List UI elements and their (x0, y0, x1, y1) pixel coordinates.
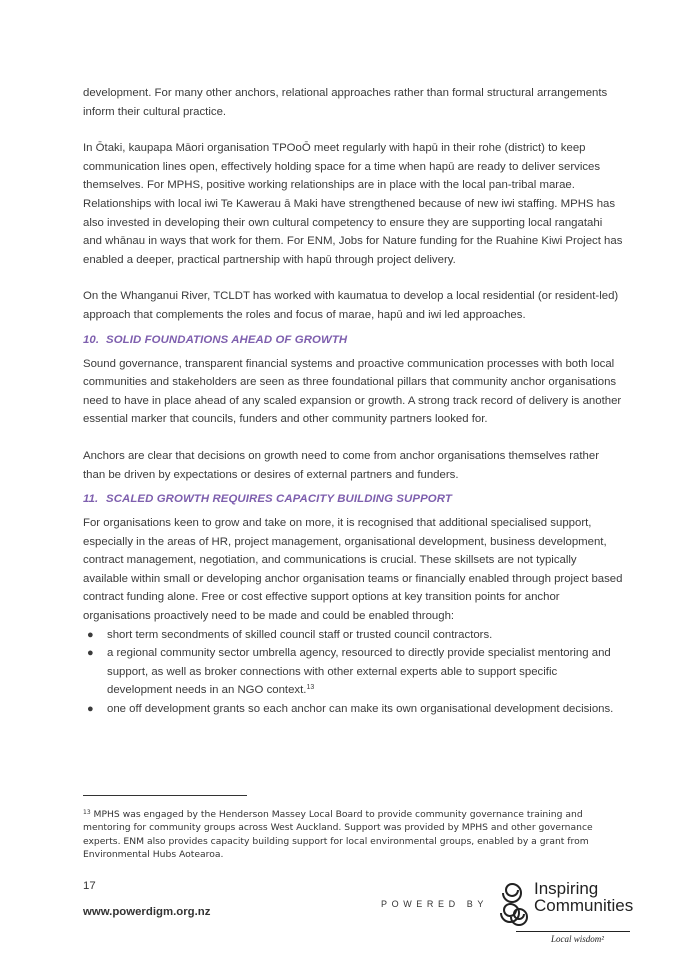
heading-number: 11. (83, 493, 99, 506)
page-number: 17 (83, 880, 96, 892)
paragraph-decisions-on-growth: Anchors are clear that decisions on growth need to come from anchor organisations themselves rather than be driven by expectations or desires of external partners and funders. (83, 449, 600, 481)
list-item-text: one off development grants so each anchor can make its own organisational development decisions. (107, 703, 614, 716)
website-link[interactable]: www.powerdigm.org.nz (83, 906, 211, 918)
list-item (83, 644, 623, 700)
paragraph-sound-governance: Sound governance, transparent financial systems and proactive communication processes with both local communities and stakeholders are seen as three foundational pillars that community anchor organisations need to have in place ahead of any scaled expansion or growth. A strong track record of delivery is another essential marker that councils, funders and other community partners looked for. (83, 357, 622, 426)
bullet-icon: ● (87, 647, 94, 660)
logo-line-2: Communities (534, 896, 634, 915)
paragraph-capacity-support: For organisations keen to grow and take on more, it is recognised that additional specialised support, especially in the areas of HR, project management, organisational development, business development, contract management, negotiation, and communications is crucial. These skillsets are not typically available within small or developing anchor organisation teams or financially enabled through project based contract funding alone. Free or cost effective support options at key transition points for anchor organisations proactively need to be made and could be enabled through: (83, 517, 623, 623)
footnote-divider (83, 795, 247, 796)
footnote-reference[interactable]: 13 (306, 684, 315, 692)
list-item (83, 626, 623, 645)
paragraph-whanganui: On the Whanganui River, TCLDT has worked with kaumatua to develop a local residential (or resident-led) approach that complements the roles and focus of marae, hapū and iwi led approaches. (83, 290, 619, 321)
paragraph-otaki: In Ōtaki, kaupapa Māori organisation TPOoŌ meet regularly with hapū in their rohe (district) to keep communication lines open, effectively holding space for a time when hapū are ready to deliver services themselves. For MPHS, positive working relationships are in place with the local pan-tribal marae. Relationships with local iwi Te Kawerau ā Maki have strengthened because of new iwi staffing. MPHS has also invested in developing their own cultural competency to ensure they are supporting local rangatahi and whānau in ways that work for them. For ENM, Jobs for Nature funding for the Ruahine Kiwi Project has enabled a deeper, practical partnership with hapū through project delivery. (83, 142, 623, 266)
tagline-divider (516, 931, 630, 932)
logo-wordmark (534, 880, 633, 914)
bullet-icon: ● (87, 628, 94, 641)
list-item-text: short term secondments of skilled council staff or trusted council contractors. (107, 628, 493, 641)
support-options-list (83, 626, 623, 719)
footnote-number: 13 (83, 809, 91, 816)
heading-number: 10. (83, 333, 100, 346)
paragraph-cultural-practice: development. For many other anchors, relational approaches rather than formal structural arrangements inform their cultural practice. (83, 87, 608, 118)
heading-scaled-growth (83, 490, 623, 508)
footnote-text: MPHS was engaged by the Henderson Massey Local Board to provide community governance training and mentoring for community groups across West Auckland. Support was provided by MPHS and other governance experts. ENM also provides capacity building support for local environmental groups, enabled by a grant from Environmental Hubs Aotearoa. (83, 809, 593, 861)
bullet-icon: ● (87, 703, 94, 716)
list-item-text: a regional community sector umbrella agency, resourced to directly provide specialist mentoring and support, as well as broker connections with other external experts able to support specific development needs in an NGO context. (107, 647, 611, 697)
list-item (83, 700, 623, 719)
logo-tagline: Local wisdom² (551, 934, 604, 944)
heading-text: SCALED GROWTH REQUIRES CAPACITY BUILDING SUPPORT (106, 493, 452, 506)
heading-solid-foundations (83, 331, 623, 349)
logo-line-1: Inspiring (534, 879, 599, 898)
heading-text: SOLID FOUNDATIONS AHEAD OF GROWTH (106, 333, 348, 346)
footnote (83, 808, 623, 862)
powered-by-label: POWERED BY (381, 899, 489, 909)
document-body (83, 84, 623, 719)
